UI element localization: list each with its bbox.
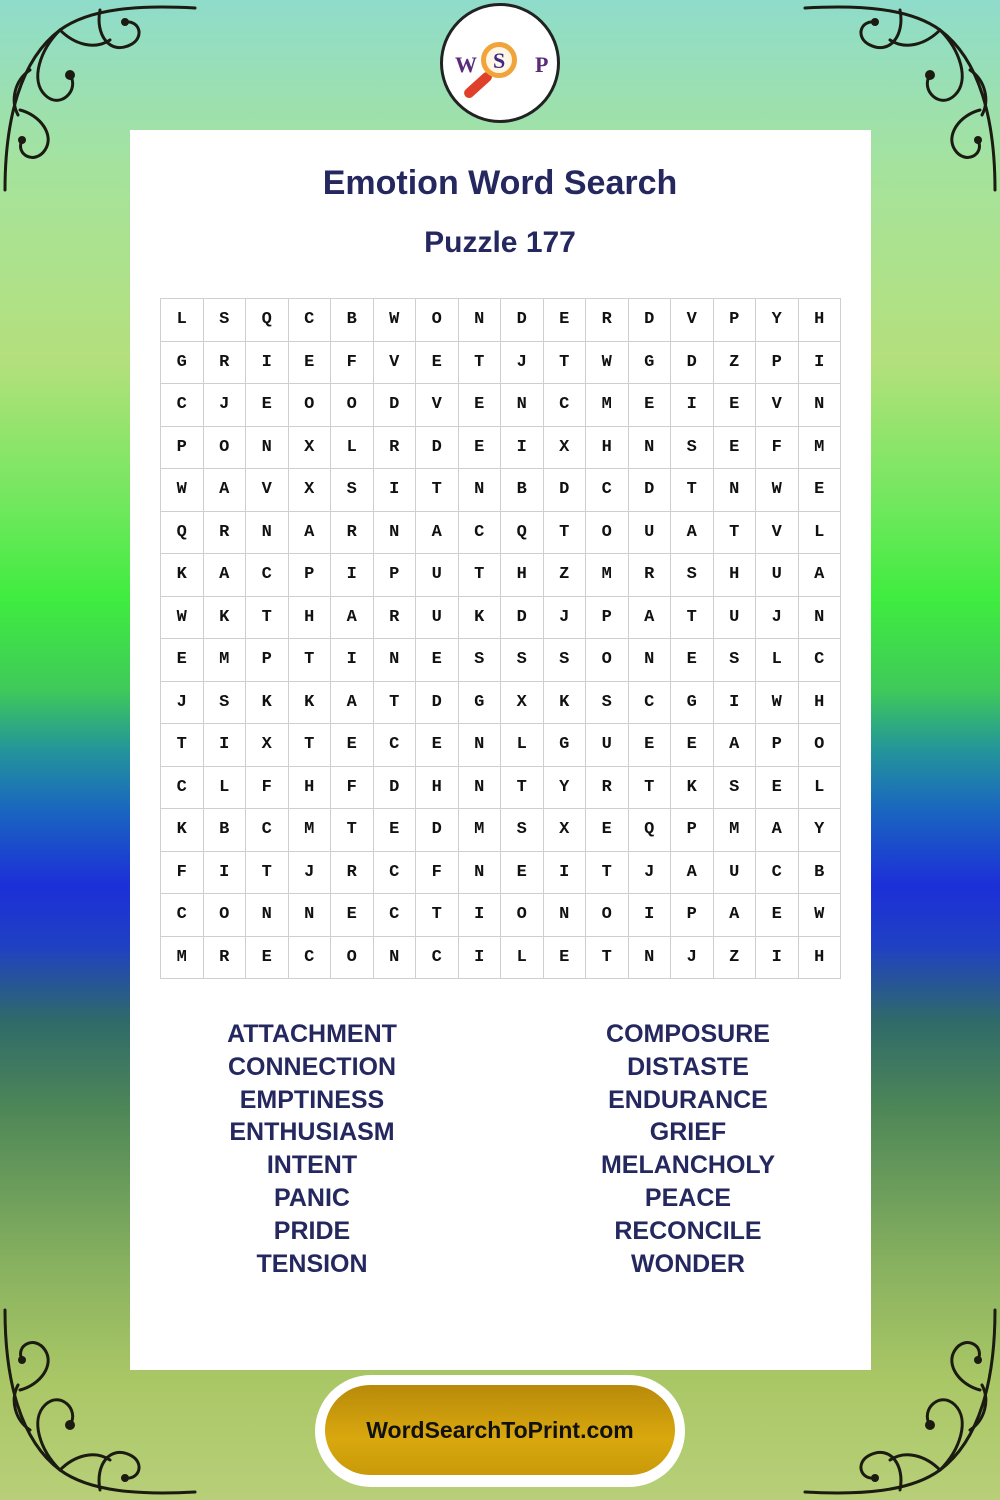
grid-cell[interactable]: L bbox=[799, 512, 842, 555]
grid-cell[interactable]: C bbox=[586, 469, 629, 512]
grid-cell[interactable]: O bbox=[416, 299, 459, 342]
grid-cell[interactable]: G bbox=[544, 724, 587, 767]
grid-cell[interactable]: P bbox=[161, 427, 204, 470]
grid-cell[interactable]: S bbox=[671, 554, 714, 597]
word-list-item: PEACE bbox=[644, 1183, 732, 1212]
wsp-logo[interactable] bbox=[440, 3, 560, 123]
word-list-item: PRIDE bbox=[273, 1216, 351, 1245]
grid-cell[interactable]: D bbox=[629, 469, 672, 512]
grid-cell[interactable]: M bbox=[714, 809, 757, 852]
grid-cell[interactable]: J bbox=[544, 597, 587, 640]
grid-cell[interactable]: O bbox=[501, 894, 544, 937]
word-list-item: COMPOSURE bbox=[606, 1020, 770, 1048]
logo-letter-s: S bbox=[493, 48, 506, 73]
grid-cell[interactable]: K bbox=[671, 767, 714, 810]
grid-cell[interactable]: C bbox=[374, 894, 417, 937]
grid-cell[interactable]: N bbox=[459, 469, 502, 512]
grid-cell[interactable]: O bbox=[586, 639, 629, 682]
grid-cell[interactable]: C bbox=[246, 554, 289, 597]
word-list-item: MELANCHOLY bbox=[600, 1151, 776, 1180]
grid-cell[interactable]: V bbox=[246, 469, 289, 512]
logo-letter-w: W bbox=[455, 52, 477, 77]
grid-cell[interactable]: E bbox=[756, 894, 799, 937]
grid-cell[interactable]: R bbox=[204, 342, 247, 385]
grid-cell[interactable]: D bbox=[629, 299, 672, 342]
site-name: WordSearchToPrint.com bbox=[366, 1416, 634, 1443]
grid-cell[interactable]: C bbox=[289, 299, 332, 342]
grid-cell[interactable]: H bbox=[289, 597, 332, 640]
grid-cell[interactable]: U bbox=[416, 554, 459, 597]
grid-cell[interactable]: S bbox=[714, 639, 757, 682]
logo-letter-p: P bbox=[535, 52, 549, 77]
grid-cell[interactable]: N bbox=[629, 639, 672, 682]
grid-cell[interactable]: R bbox=[331, 852, 374, 895]
grid-cell[interactable]: M bbox=[204, 639, 247, 682]
grid-cell[interactable]: N bbox=[714, 469, 757, 512]
grid-cell[interactable]: M bbox=[586, 554, 629, 597]
grid-cell[interactable]: D bbox=[416, 809, 459, 852]
grid-cell[interactable]: A bbox=[714, 724, 757, 767]
word-list-item: GRIEF bbox=[649, 1118, 727, 1147]
grid-cell[interactable]: P bbox=[374, 554, 417, 597]
grid-cell[interactable]: S bbox=[501, 809, 544, 852]
grid-cell[interactable]: A bbox=[416, 512, 459, 555]
grid-cell[interactable]: A bbox=[756, 809, 799, 852]
grid-cell[interactable]: E bbox=[161, 639, 204, 682]
grid-cell[interactable]: K bbox=[459, 597, 502, 640]
grid-cell[interactable]: O bbox=[799, 724, 842, 767]
grid-cell[interactable]: A bbox=[629, 597, 672, 640]
grid-cell[interactable]: C bbox=[544, 384, 587, 427]
grid-cell[interactable]: H bbox=[501, 554, 544, 597]
word-list-item: PANIC bbox=[274, 1183, 350, 1212]
grid-cell[interactable]: E bbox=[331, 894, 374, 937]
grid-cell[interactable]: P bbox=[756, 724, 799, 767]
grid-cell[interactable]: W bbox=[799, 894, 842, 937]
grid-cell[interactable]: J bbox=[756, 597, 799, 640]
grid-cell[interactable]: K bbox=[246, 682, 289, 725]
grid-cell[interactable]: V bbox=[756, 384, 799, 427]
grid-cell[interactable]: N bbox=[629, 427, 672, 470]
grid-cell[interactable]: T bbox=[246, 597, 289, 640]
grid-cell[interactable]: I bbox=[671, 384, 714, 427]
grid-cell[interactable]: W bbox=[374, 299, 417, 342]
grid-cell[interactable]: N bbox=[246, 894, 289, 937]
grid-cell[interactable]: R bbox=[374, 427, 417, 470]
puzzle-number: Puzzle 177 bbox=[424, 226, 576, 259]
grid-cell[interactable]: S bbox=[204, 682, 247, 725]
grid-cell[interactable]: U bbox=[756, 554, 799, 597]
grid-cell[interactable]: I bbox=[331, 554, 374, 597]
grid-cell[interactable]: X bbox=[544, 809, 587, 852]
grid-cell[interactable]: I bbox=[331, 639, 374, 682]
grid-cell[interactable]: M bbox=[289, 809, 332, 852]
grid-cell[interactable]: E bbox=[331, 724, 374, 767]
grid-cell[interactable]: D bbox=[501, 597, 544, 640]
grid-cell[interactable]: E bbox=[501, 852, 544, 895]
grid-cell[interactable]: H bbox=[799, 299, 842, 342]
grid-cell[interactable]: T bbox=[289, 639, 332, 682]
grid-cell[interactable]: X bbox=[544, 427, 587, 470]
grid-cell[interactable]: O bbox=[289, 384, 332, 427]
grid-cell[interactable]: R bbox=[374, 597, 417, 640]
grid-cell[interactable]: F bbox=[331, 342, 374, 385]
grid-cell[interactable]: P bbox=[289, 554, 332, 597]
grid-cell[interactable]: D bbox=[544, 469, 587, 512]
grid-cell[interactable]: S bbox=[586, 682, 629, 725]
grid-cell[interactable]: C bbox=[161, 384, 204, 427]
word-list-item: ENTHUSIASM bbox=[229, 1118, 395, 1147]
grid-cell[interactable]: R bbox=[586, 299, 629, 342]
grid-cell[interactable]: T bbox=[416, 894, 459, 937]
grid-cell[interactable]: P bbox=[246, 639, 289, 682]
word-list-item: ATTACHMENT bbox=[227, 1020, 397, 1048]
page-title: Emotion Word Search bbox=[322, 164, 678, 202]
grid-cell[interactable]: Q bbox=[161, 512, 204, 555]
letter-grid bbox=[160, 298, 841, 979]
grid-cell[interactable]: P bbox=[586, 597, 629, 640]
grid-cell[interactable]: J bbox=[629, 852, 672, 895]
grid-cell[interactable]: A bbox=[671, 852, 714, 895]
grid-cell[interactable]: Q bbox=[629, 809, 672, 852]
grid-cell[interactable]: T bbox=[671, 469, 714, 512]
grid-cell[interactable]: E bbox=[714, 384, 757, 427]
grid-cell[interactable]: M bbox=[161, 937, 204, 980]
grid-cell[interactable]: E bbox=[459, 384, 502, 427]
grid-cell[interactable]: T bbox=[501, 767, 544, 810]
grid-cell[interactable]: L bbox=[161, 299, 204, 342]
grid-cell[interactable]: H bbox=[799, 937, 842, 980]
grid-cell[interactable]: W bbox=[756, 682, 799, 725]
grid-cell[interactable]: N bbox=[459, 724, 502, 767]
grid-cell[interactable]: G bbox=[161, 342, 204, 385]
grid-cell[interactable]: T bbox=[246, 852, 289, 895]
grid-cell[interactable]: E bbox=[246, 937, 289, 980]
grid-cell[interactable]: U bbox=[714, 852, 757, 895]
grid-cell[interactable]: S bbox=[714, 767, 757, 810]
grid-cell[interactable]: S bbox=[671, 427, 714, 470]
word-list-item: WONDER bbox=[631, 1249, 745, 1278]
grid-cell[interactable]: I bbox=[204, 724, 247, 767]
grid-cell[interactable]: S bbox=[204, 299, 247, 342]
word-list-left bbox=[162, 1018, 462, 1280]
grid-cell[interactable]: E bbox=[671, 639, 714, 682]
grid-cell[interactable]: I bbox=[756, 937, 799, 980]
grid-cell[interactable]: N bbox=[501, 384, 544, 427]
grid-cell[interactable]: M bbox=[459, 809, 502, 852]
grid-cell[interactable]: N bbox=[629, 937, 672, 980]
grid-cell[interactable]: O bbox=[204, 427, 247, 470]
grid-cell[interactable]: F bbox=[756, 427, 799, 470]
grid-cell[interactable]: N bbox=[459, 852, 502, 895]
grid-cell[interactable]: P bbox=[671, 809, 714, 852]
grid-cell[interactable]: V bbox=[756, 512, 799, 555]
word-list-right bbox=[538, 1018, 838, 1280]
grid-cell[interactable]: D bbox=[374, 384, 417, 427]
grid-cell[interactable]: O bbox=[331, 937, 374, 980]
word-list-item: TENSION bbox=[256, 1249, 368, 1278]
grid-cell[interactable]: O bbox=[586, 512, 629, 555]
grid-cell[interactable]: T bbox=[544, 512, 587, 555]
grid-cell[interactable]: I bbox=[246, 342, 289, 385]
grid-cell[interactable]: N bbox=[799, 384, 842, 427]
grid-cell[interactable]: T bbox=[289, 724, 332, 767]
grid-cell[interactable]: W bbox=[756, 469, 799, 512]
grid-cell[interactable]: H bbox=[586, 427, 629, 470]
grid-cell[interactable]: T bbox=[714, 512, 757, 555]
grid-cell[interactable]: A bbox=[289, 512, 332, 555]
grid-cell[interactable]: I bbox=[374, 469, 417, 512]
grid-cell[interactable]: N bbox=[799, 597, 842, 640]
grid-cell[interactable]: P bbox=[714, 299, 757, 342]
grid-cell[interactable]: I bbox=[459, 937, 502, 980]
grid-cell[interactable]: X bbox=[246, 724, 289, 767]
grid-cell[interactable]: Z bbox=[714, 937, 757, 980]
grid-cell[interactable]: H bbox=[799, 682, 842, 725]
grid-cell[interactable]: A bbox=[331, 682, 374, 725]
grid-cell[interactable]: E bbox=[799, 469, 842, 512]
grid-cell[interactable]: N bbox=[374, 512, 417, 555]
grid-cell[interactable]: E bbox=[544, 299, 587, 342]
grid-cell[interactable]: W bbox=[161, 469, 204, 512]
grid-cell[interactable]: G bbox=[629, 342, 672, 385]
grid-cell[interactable]: L bbox=[501, 724, 544, 767]
grid-cell[interactable]: C bbox=[756, 852, 799, 895]
grid-cell[interactable]: F bbox=[161, 852, 204, 895]
grid-cell[interactable]: Y bbox=[799, 809, 842, 852]
grid-cell[interactable]: X bbox=[501, 682, 544, 725]
grid-cell[interactable]: Q bbox=[501, 512, 544, 555]
grid-cell[interactable]: T bbox=[586, 937, 629, 980]
grid-cell[interactable]: K bbox=[289, 682, 332, 725]
grid-cell[interactable]: E bbox=[714, 427, 757, 470]
grid-cell[interactable]: W bbox=[586, 342, 629, 385]
grid-cell[interactable]: T bbox=[459, 342, 502, 385]
grid-cell[interactable]: O bbox=[586, 894, 629, 937]
footer-badge bbox=[315, 1375, 685, 1487]
grid-cell[interactable]: A bbox=[331, 597, 374, 640]
grid-cell[interactable]: C bbox=[416, 937, 459, 980]
grid-cell[interactable]: J bbox=[671, 937, 714, 980]
grid-cell[interactable]: D bbox=[671, 342, 714, 385]
grid-cell[interactable]: L bbox=[799, 767, 842, 810]
grid-cell[interactable]: N bbox=[544, 894, 587, 937]
grid-cell[interactable]: N bbox=[246, 427, 289, 470]
grid-cell[interactable]: R bbox=[586, 767, 629, 810]
grid-cell[interactable]: T bbox=[331, 809, 374, 852]
grid-cell[interactable]: T bbox=[459, 554, 502, 597]
grid-cell[interactable]: M bbox=[799, 427, 842, 470]
grid-cell[interactable]: S bbox=[331, 469, 374, 512]
grid-cell[interactable]: C bbox=[161, 767, 204, 810]
grid-cell[interactable]: P bbox=[756, 342, 799, 385]
grid-cell[interactable]: J bbox=[161, 682, 204, 725]
grid-cell[interactable]: A bbox=[671, 512, 714, 555]
grid-cell[interactable]: B bbox=[799, 852, 842, 895]
grid-cell[interactable]: U bbox=[586, 724, 629, 767]
grid-cell[interactable]: I bbox=[799, 342, 842, 385]
word-list-item: ENDURANCE bbox=[608, 1085, 768, 1114]
grid-cell[interactable]: K bbox=[161, 554, 204, 597]
site-link[interactable] bbox=[325, 1385, 675, 1475]
grid-cell[interactable]: P bbox=[671, 894, 714, 937]
grid-cell[interactable]: S bbox=[501, 639, 544, 682]
grid-cell[interactable]: C bbox=[374, 852, 417, 895]
grid-cell[interactable]: E bbox=[544, 937, 587, 980]
grid-cell[interactable]: S bbox=[544, 639, 587, 682]
grid-cell[interactable]: L bbox=[756, 639, 799, 682]
grid-cell[interactable]: B bbox=[501, 469, 544, 512]
grid-cell[interactable]: Z bbox=[544, 554, 587, 597]
grid-cell[interactable]: E bbox=[416, 724, 459, 767]
grid-cell[interactable]: A bbox=[204, 469, 247, 512]
grid-cell[interactable]: T bbox=[586, 852, 629, 895]
word-list-item: INTENT bbox=[266, 1151, 358, 1180]
grid-cell[interactable]: J bbox=[501, 342, 544, 385]
grid-cell[interactable]: E bbox=[629, 384, 672, 427]
grid-cell[interactable]: G bbox=[671, 682, 714, 725]
grid-cell[interactable]: A bbox=[204, 554, 247, 597]
grid-cell[interactable]: E bbox=[671, 724, 714, 767]
grid-cell[interactable]: E bbox=[459, 427, 502, 470]
grid-cell[interactable]: J bbox=[289, 852, 332, 895]
grid-cell[interactable]: D bbox=[416, 682, 459, 725]
word-list-item: DISTASTE bbox=[627, 1052, 749, 1081]
grid-cell[interactable]: I bbox=[544, 852, 587, 895]
word-list-item: CONNECTION bbox=[227, 1052, 397, 1081]
grid-cell[interactable]: E bbox=[246, 384, 289, 427]
grid-cell[interactable]: B bbox=[331, 299, 374, 342]
grid-cell[interactable]: A bbox=[799, 554, 842, 597]
grid-cell[interactable]: V bbox=[374, 342, 417, 385]
grid-cell[interactable]: D bbox=[501, 299, 544, 342]
grid-cell[interactable]: T bbox=[374, 682, 417, 725]
grid-cell[interactable]: N bbox=[374, 937, 417, 980]
grid-cell[interactable]: R bbox=[331, 512, 374, 555]
grid-cell[interactable]: F bbox=[331, 767, 374, 810]
grid-cell[interactable]: L bbox=[204, 767, 247, 810]
grid-cell[interactable]: M bbox=[586, 384, 629, 427]
grid-cell[interactable]: H bbox=[416, 767, 459, 810]
grid-cell[interactable]: A bbox=[714, 894, 757, 937]
grid-cell[interactable]: C bbox=[799, 639, 842, 682]
grid-cell[interactable]: E bbox=[416, 342, 459, 385]
grid-cell[interactable]: X bbox=[289, 469, 332, 512]
grid-cell[interactable]: I bbox=[714, 682, 757, 725]
grid-cell[interactable]: T bbox=[416, 469, 459, 512]
grid-cell[interactable]: L bbox=[501, 937, 544, 980]
grid-cell[interactable]: E bbox=[629, 724, 672, 767]
grid-cell[interactable]: O bbox=[204, 894, 247, 937]
grid-cell[interactable]: E bbox=[374, 809, 417, 852]
grid-cell[interactable]: C bbox=[246, 809, 289, 852]
grid-cell[interactable]: I bbox=[629, 894, 672, 937]
grid-cell[interactable]: C bbox=[289, 937, 332, 980]
grid-cell[interactable]: Q bbox=[246, 299, 289, 342]
grid-cell[interactable]: J bbox=[204, 384, 247, 427]
grid-cell[interactable]: D bbox=[416, 427, 459, 470]
grid-cell[interactable]: B bbox=[204, 809, 247, 852]
grid-cell[interactable]: K bbox=[204, 597, 247, 640]
grid-cell[interactable]: T bbox=[671, 597, 714, 640]
grid-cell[interactable]: T bbox=[161, 724, 204, 767]
grid-cell[interactable]: E bbox=[416, 639, 459, 682]
grid-cell[interactable]: R bbox=[204, 512, 247, 555]
grid-cell[interactable]: V bbox=[671, 299, 714, 342]
grid-cell[interactable]: E bbox=[586, 809, 629, 852]
grid-cell[interactable]: D bbox=[374, 767, 417, 810]
grid-cell[interactable]: U bbox=[416, 597, 459, 640]
grid-cell[interactable]: E bbox=[289, 342, 332, 385]
grid-cell[interactable]: I bbox=[204, 852, 247, 895]
grid-cell[interactable]: L bbox=[331, 427, 374, 470]
grid-cell[interactable]: N bbox=[289, 894, 332, 937]
grid-cell[interactable]: V bbox=[416, 384, 459, 427]
grid-cell[interactable]: K bbox=[544, 682, 587, 725]
grid-cell[interactable]: C bbox=[161, 894, 204, 937]
grid-cell[interactable]: N bbox=[374, 639, 417, 682]
word-list-item: RECONCILE bbox=[614, 1216, 762, 1245]
grid-cell[interactable]: O bbox=[331, 384, 374, 427]
grid-cell[interactable]: N bbox=[246, 512, 289, 555]
grid-cell[interactable]: X bbox=[289, 427, 332, 470]
grid-cell[interactable]: T bbox=[629, 767, 672, 810]
grid-cell[interactable]: C bbox=[374, 724, 417, 767]
grid-cell[interactable]: Y bbox=[756, 299, 799, 342]
grid-cell[interactable]: H bbox=[714, 554, 757, 597]
grid-cell[interactable]: K bbox=[161, 809, 204, 852]
grid-cell[interactable]: G bbox=[459, 682, 502, 725]
grid-cell[interactable]: S bbox=[459, 639, 502, 682]
grid-cell[interactable]: U bbox=[714, 597, 757, 640]
grid-cell[interactable]: W bbox=[161, 597, 204, 640]
grid-cell[interactable]: C bbox=[629, 682, 672, 725]
grid-cell[interactable]: R bbox=[204, 937, 247, 980]
word-list-item: EMPTINESS bbox=[239, 1085, 385, 1114]
grid-cell[interactable]: I bbox=[459, 894, 502, 937]
grid-cell[interactable]: E bbox=[756, 767, 799, 810]
grid-cell[interactable]: Z bbox=[714, 342, 757, 385]
grid-cell[interactable]: R bbox=[629, 554, 672, 597]
grid-cell[interactable]: N bbox=[459, 299, 502, 342]
grid-cell[interactable]: H bbox=[289, 767, 332, 810]
grid-cell[interactable]: Y bbox=[544, 767, 587, 810]
grid-cell[interactable]: N bbox=[459, 767, 502, 810]
grid-cell[interactable]: F bbox=[416, 852, 459, 895]
grid-cell[interactable]: F bbox=[246, 767, 289, 810]
grid-cell[interactable]: T bbox=[544, 342, 587, 385]
grid-cell[interactable]: C bbox=[459, 512, 502, 555]
grid-cell[interactable]: U bbox=[629, 512, 672, 555]
grid-cell[interactable]: I bbox=[501, 427, 544, 470]
